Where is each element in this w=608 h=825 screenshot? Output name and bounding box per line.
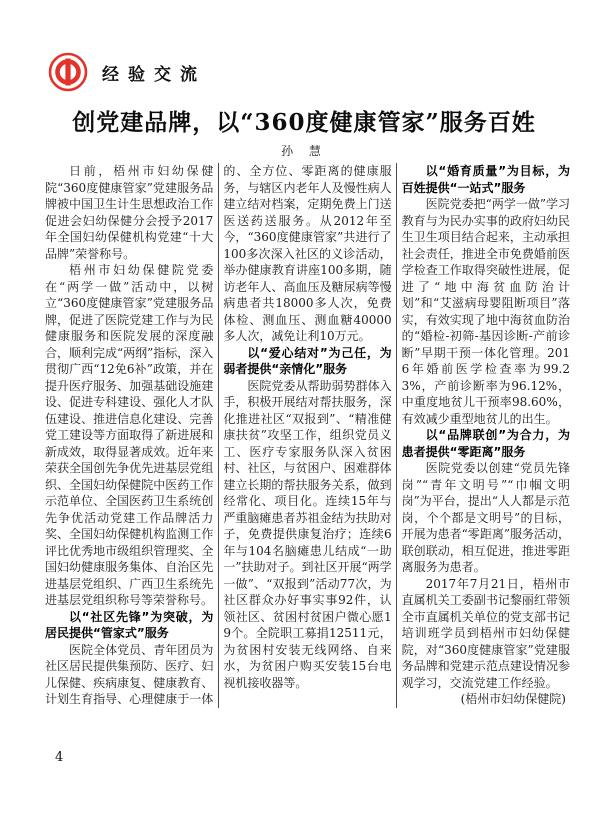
paragraph: 医院党委以创建“党员先锋岗”“青年文明号”“巾帼文明岗”为平台，提出“人人都是示范岗，个个都是文明号”的目标，开展为患者“零距离”服务活动，联创联动，相互促进，推进零距离服务为患者。 [401,461,570,574]
article-body [45,163,570,708]
article-title: 创党建品牌，以“360度健康管家”服务百姓 [72,109,536,136]
section-subheading-marriage-quality: 以“婚育质量”为目标，为百姓提供“一站式”服务 [401,164,570,195]
paragraph: 医院党委把“两学一做”学习教育与为民办实事的政府妇幼民生卫生项目结合起来，主动承担社会责任，推进全市免费婚前医学检查工作取得突破性进展，促进了“地中海贫血防治计划”和“艾滋病母婴阻断项目”落实，有效实现了地中海贫血防治的“婚检-初筛-基因诊断-产前诊断”早期干预一体化管理。2016年婚前医学检查率为99.23%，产前诊断率为96.12%，中重度地贫儿干预率98.60%，有效减少重型地贫儿的出生。 [401,197,570,426]
section-subheading-community-vanguard: 以“社区先锋”为突破，为居民提供“管家式”服务 [45,609,214,640]
paragraph: 医院全体党员、青年团员为社区居民提供集预防、医疗、妇儿保健、疾病康复、健康教育、计划生育指导、心理健康于一体的、全方位、零距离的健康服务，与辖区内老年人及慢性病人建立结对档案，定期免费上门送医送药送服务。从2012年至今，“360度健康管家”共进行了100多次深入社区的义诊活动，举办健康教育讲座100多期，随访老年人、高血压及糖尿病等慢病患者共18000多人次，免费体检、测血压、测血糖40000多人次，减免让利10万元。 [45,164,392,706]
paragraph: 日前，梧州市妇幼保健院“360度健康管家”党建服务品牌被中国卫生计生思想政治工作促进会妇幼保健分会授予2017年全国妇幼保健机构党建“十大品牌”荣誉称号。 [45,164,214,261]
section-label: 经验交流 [102,64,206,85]
paragraph: 医院党委从帮助弱势群体入手，积极开展结对帮扶服务，深化推进社区“双报到”、“精准健康扶贫”攻坚工作，组织党员义工、医疗专家服务队深入贫困村、社区，与贫困户、困难群体建立长期的帮扶服务关系，做到经常化、项目化。连续15年与严重脑瘫患者苏祖金结为扶助对子，免费提供康复治疗；连续6年与104名脑瘫患儿结成“一助一”扶助对子。到社区开展“两学一做”、“双报到”活动77次，为社区群众办好事实事92件，认领社区、贫困村贫困户微心愿19个。全院职工募捐12511元，为贫困村安装无线网络、自来水，为贫困户购买安装15台电视机接收器等。 [223,378,392,690]
article-signature: (梧州市妇幼保健院) [460,692,566,706]
page-number: 4 [55,750,64,765]
section-header [48,52,206,92]
paragraph: 2017年7月21日，梧州市直属机关工委副书记黎丽红带领全市直属机关单位的党支部书记培训班学员到梧州市妇幼保健院，对“360度健康管家”党建服务品牌和党建示范点建设情况参观学习，交流党建工作经验。 [401,576,570,690]
article-author: 孙 慧 [281,144,327,158]
section-subheading-loving-pairing: 以“爱心结对”为己任，为弱者提供“亲情化”服务 [223,345,392,376]
paragraph: 梧州市妇幼保健院党委在“两学一做”活动中，以树立“360度健康管家”党建服务品牌，促进了医院党建工作与为民健康服务和医院发展的深度融合，顺利完成“两纲”指标，深入贯彻广西“12免6补”政策，并在提升医疗服务、加强基础设施建设、促进专科建设、强化人才队伍建设、推进信息化建设、完善党工建设等方面取得了新进展和新成效，取得显著成效。近年来荣获全国创先争优先进基层党组织、全国妇幼保健院中医药工作示范单位、全国医药卫生系统创先争优活动党建工作品牌活力奖、全国妇幼保健机构监测工作评比优秀地市级组织管理奖、全国妇幼健康服务集体、自治区先进基层党组织、广西卫生系统先进基层党组织称号等荣誉称号。 [45,263,214,607]
trade-union-emblem-icon [48,52,88,92]
section-subheading-brand-co-creation: 以“品牌联创”为合力，为患者提供“零距离”服务 [401,428,570,459]
